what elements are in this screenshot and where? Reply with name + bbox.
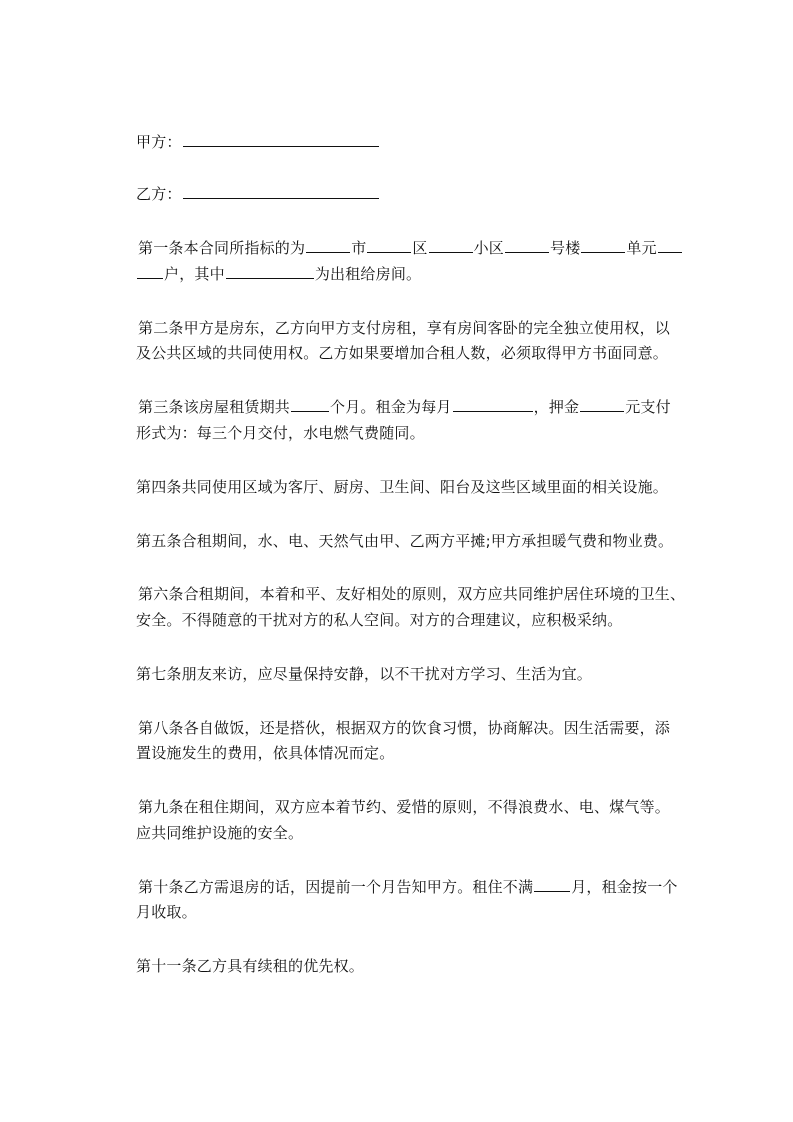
blank-deposit xyxy=(580,397,624,412)
article-10-text-2: 月，租金按一个 xyxy=(571,878,678,896)
party-b-line xyxy=(136,184,380,204)
article-2-line-1: 第二条甲方是房东，乙方向甲方支付房租，享有房间客卧的完全独立使用权，以 xyxy=(138,319,671,337)
blank-building xyxy=(505,238,549,253)
article-2-line-2: 及公共区域的共同使用权。乙方如果要增加合租人数，必须取得甲方书面同意。 xyxy=(136,344,669,362)
party-a-blank xyxy=(183,132,379,147)
article-9-line-2: 应共同维护设施的安全。 xyxy=(136,824,304,842)
blank-monthly-rent xyxy=(453,397,533,412)
article-3-line-2: 形式为：每三个月交付，水电燃气费随同。 xyxy=(136,424,425,442)
article-1-text-4: 小区 xyxy=(473,239,505,257)
article-1-text-6: 单元 xyxy=(626,239,657,257)
article-1-text-3: 区 xyxy=(412,239,428,257)
blank-room-part-1 xyxy=(658,238,682,253)
article-3-text-1: 第三条该房屋租赁期共 xyxy=(138,398,291,416)
article-6-line-1: 第六条合租期间，本着和平、友好相处的原则，双方应共同维护居住环境的卫生、 xyxy=(138,585,686,603)
article-3-text-3: ，押金 xyxy=(533,398,580,416)
article-1-line-2 xyxy=(136,264,421,284)
article-4-line-1: 第四条共同使用区域为客厅、厨房、卫生间、阳台及这些区域里面的相关设施。 xyxy=(136,478,669,496)
article-10-text-1: 第十条乙方需退房的话，因提前一个月告知甲方。租住不满 xyxy=(138,878,534,896)
blank-unit xyxy=(581,238,625,253)
article-1-text-5: 号楼 xyxy=(550,239,581,257)
article-10-line-1 xyxy=(138,877,678,897)
article-7-line-1: 第七条朋友来访，应尽量保持安静，以不干扰对方学习、生活为宜。 xyxy=(136,665,593,683)
article-1-text-2: 市 xyxy=(351,239,367,257)
article-1-text-8: 为出租给房间。 xyxy=(314,265,422,283)
article-3-text-2: 个月。租金为每月 xyxy=(330,398,452,416)
article-3-text-4: 元支付 xyxy=(625,398,671,416)
article-10-line-2: 月收取。 xyxy=(136,903,197,921)
party-a-label: 甲方： xyxy=(136,133,182,151)
blank-city xyxy=(306,238,350,253)
blank-room-part-2 xyxy=(137,264,163,279)
blank-lease-months xyxy=(291,397,329,412)
party-b-blank xyxy=(183,184,379,199)
article-3-line-1 xyxy=(138,397,671,417)
article-6-line-2: 安全。不得随意的干扰对方的私人空间。对方的合理建议，应积极采纳。 xyxy=(136,611,623,629)
blank-rental-room xyxy=(226,264,314,279)
article-9-line-1: 第九条在租住期间，双方应本着节约、爱惜的原则，不得浪费水、电、煤气等。 xyxy=(138,798,671,816)
article-1-line-1 xyxy=(138,238,683,258)
party-a-line xyxy=(136,132,380,152)
blank-district xyxy=(367,238,411,253)
article-8-line-1: 第八条各自做饭，还是搭伙，根据双方的饮食习惯，协商解决。因生活需要，添 xyxy=(138,719,671,737)
article-1-text-7: 户，其中 xyxy=(164,265,225,283)
party-b-label: 乙方： xyxy=(136,185,182,203)
article-1-text-1: 第一条本合同所指标的为 xyxy=(138,239,306,257)
article-8-line-2: 置设施发生的费用，依具体情况而定。 xyxy=(136,744,395,762)
article-11-line-1: 第十一条乙方具有续租的优先权。 xyxy=(136,957,365,975)
blank-min-months xyxy=(534,877,570,892)
article-5-line-1: 第五条合租期间，水、电、天然气由甲、乙两方平摊;甲方承担暖气费和物业费。 xyxy=(136,532,674,550)
blank-community xyxy=(429,238,473,253)
